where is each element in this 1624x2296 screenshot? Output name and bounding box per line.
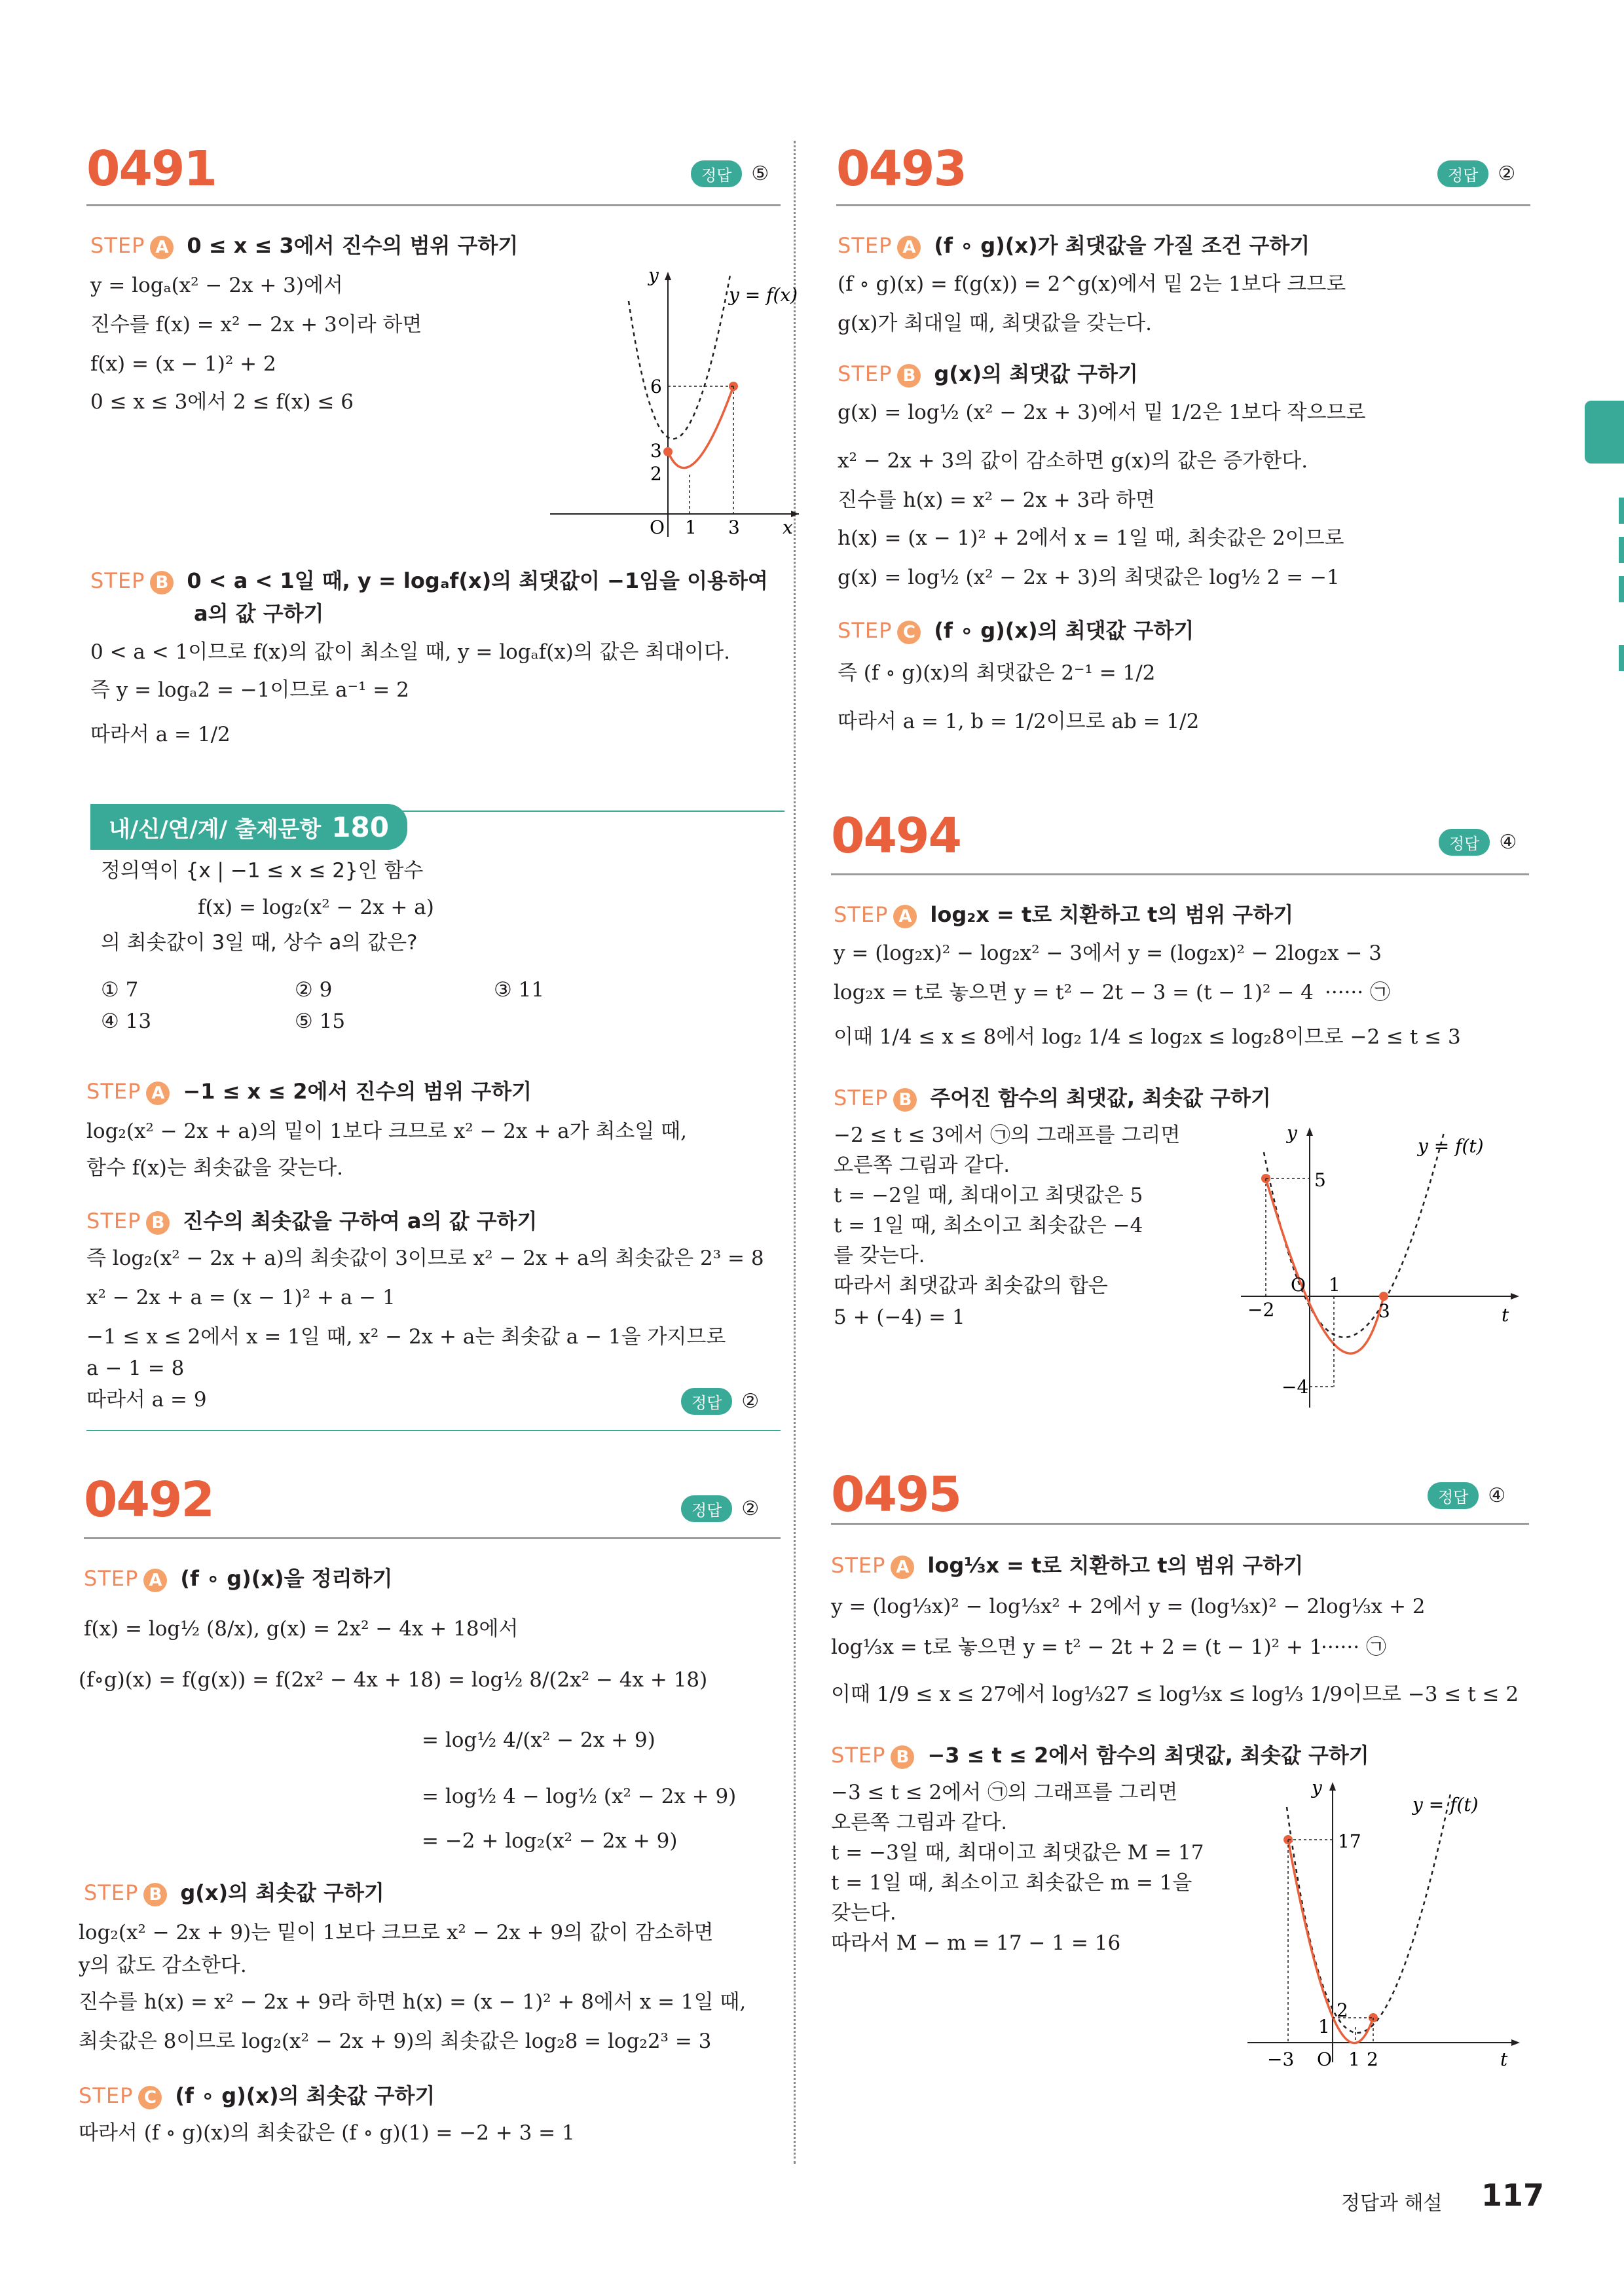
step-letter: A	[891, 1556, 914, 1579]
answer-value: ④	[1499, 831, 1517, 854]
answer-badge: 정답	[691, 160, 742, 187]
solution-line: t = 1일 때, 최소이고 최솟값은 −4	[834, 1214, 1143, 1237]
solution-line: −2 ≤ t ≤ 3에서 ㉠의 그래프를 그리면	[834, 1123, 1181, 1147]
choice: ② 9	[295, 978, 333, 1002]
y-axis-label: y	[648, 264, 659, 286]
solution-line: 5 + (−4) = 1	[834, 1305, 965, 1329]
step-title: (f ∘ g)(x)을 정리하기	[180, 1566, 393, 1591]
y-tick: 5	[1314, 1169, 1326, 1191]
x-tick: 3	[728, 517, 740, 538]
step-tag: STEP	[838, 361, 893, 386]
y-tick: 3	[650, 440, 662, 462]
side-index-mark	[1619, 576, 1624, 602]
solution-line: 최솟값은 8이므로 log₂(x² − 2x + 9)의 최솟값은 log₂8 = log₂2³ = 3	[79, 2030, 712, 2053]
step-heading	[831, 1739, 1369, 1769]
choice: ④ 13	[101, 1010, 152, 1033]
problem-number: 0491	[86, 141, 216, 197]
y-axis-label: y	[1287, 1122, 1297, 1144]
step-heading	[90, 564, 768, 594]
graph-0494	[1221, 1113, 1529, 1421]
step-tag: STEP	[84, 1880, 139, 1905]
step-heading	[834, 898, 1293, 928]
step-heading	[84, 1876, 384, 1906]
dashed-parabola	[1287, 1794, 1450, 2033]
solution-line: 진수를 f(x) = x² − 2x + 3이라 하면	[90, 313, 422, 337]
answer-badge: 정답	[1437, 160, 1488, 187]
solution-line: 즉 (f ∘ g)(x)의 최댓값은 2⁻¹ = 1/2	[838, 661, 1156, 685]
step-letter: A	[897, 236, 921, 259]
step-title: −3 ≤ t ≤ 2에서 함수의 최댓값, 최솟값 구하기	[927, 1743, 1369, 1768]
x-tick: 1	[685, 517, 697, 538]
step-title: (f ∘ g)(x)가 최댓값을 가질 조건 구하기	[934, 233, 1310, 258]
side-index-mark	[1619, 645, 1624, 671]
solution-line: 즉 y = logₐ2 = −1이므로 a⁻¹ = 2	[90, 678, 409, 702]
banner-number: 180	[331, 811, 389, 843]
x-axis-label: t	[1502, 1304, 1509, 1326]
step-title: g(x)의 최솟값 구하기	[180, 1880, 384, 1905]
x-tick: −3	[1267, 2049, 1295, 2070]
step-letter: A	[150, 236, 174, 259]
answer-value: ④	[1488, 1484, 1506, 1507]
step-heading	[79, 2079, 435, 2109]
solution-line: log⅓x = t로 놓으면 y = t² − 2t + 2 = (t − 1)² + 1	[831, 1635, 1323, 1659]
step-tag: STEP	[834, 1085, 889, 1110]
answer-badge: 정답	[1439, 829, 1490, 856]
section-rule	[86, 1430, 781, 1431]
choice: ① 7	[101, 978, 139, 1002]
solution-line: 따라서 a = 1/2	[90, 723, 231, 746]
step-letter: B	[150, 571, 174, 594]
step-tag: STEP	[831, 1553, 886, 1578]
solution-line: 갖는다.	[831, 1901, 896, 1925]
step-letter: B	[897, 364, 921, 388]
solution-line: t = −2일 때, 최대이고 최댓값은 5	[834, 1184, 1143, 1207]
x-axis-label: t	[1500, 2049, 1508, 2070]
answer-value: ②	[741, 1497, 760, 1520]
curve-segment	[1288, 1840, 1373, 2043]
step-tag: STEP	[90, 568, 145, 593]
answer-label	[681, 1388, 759, 1415]
step-tag: STEP	[838, 233, 893, 258]
answer-label	[681, 1495, 759, 1522]
step-title: 주어진 함수의 최댓값, 최솟값 구하기	[930, 1085, 1271, 1110]
solution-line: log₂(x² − 2x + 9)는 밑이 1보다 크므로 x² − 2x + 9의 값이 감소하면	[79, 1921, 714, 1944]
step-letter: A	[893, 905, 917, 928]
step-title: 진수의 최솟값을 구하여 a의 값 구하기	[183, 1209, 538, 1233]
step-title: a의 값 구하기	[194, 601, 324, 626]
solution-line: −1 ≤ x ≤ 2에서 x = 1일 때, x² − 2x + a는 최솟값 a − 1을 가지므로	[86, 1325, 726, 1349]
solution-line: f(x) = (x − 1)² + 2	[90, 352, 276, 376]
solution-line: −3 ≤ t ≤ 2에서 ㉠의 그래프를 그리면	[831, 1781, 1178, 1804]
answer-label	[1437, 160, 1515, 187]
step-title: −1 ≤ x ≤ 2에서 진수의 범위 구하기	[183, 1079, 532, 1104]
solution-line: f(x) = log½ (8/x), g(x) = 2x² − 4x + 18에서	[84, 1617, 519, 1641]
solution-line: x² − 2x + a = (x − 1)² + a − 1	[86, 1286, 396, 1309]
step-letter: B	[893, 1088, 917, 1112]
solution-line: 함수 f(x)는 최솟값을 갖는다.	[86, 1156, 344, 1180]
answer-badge: 정답	[681, 1388, 732, 1415]
step-heading	[86, 1075, 532, 1105]
solution-line: t = −3일 때, 최대이고 최댓값은 M = 17	[831, 1841, 1204, 1865]
origin-label: O	[650, 517, 665, 538]
solution-line: g(x) = log½ (x² − 2x + 3)에서 밑 1/2은 1보다 작으므로	[838, 401, 1366, 424]
step-title: g(x)의 최댓값 구하기	[934, 361, 1138, 386]
y-axis-arrow	[665, 272, 671, 280]
answer-value: ②	[741, 1390, 760, 1413]
solution-line: 따라서 (f ∘ g)(x)의 최솟값은 (f ∘ g)(1) = −2 + 3 = 1	[79, 2121, 575, 2145]
solution-line: log₂(x² − 2x + a)의 밑이 1보다 크므로 x² − 2x + a가 최소일 때,	[86, 1120, 687, 1143]
header-rule	[86, 204, 781, 206]
solution-line: 0 < a < 1이므로 f(x)의 값이 최소일 때, y = logₐf(x)의 값은 최대이다.	[90, 640, 730, 664]
answer-label	[691, 160, 769, 187]
solution-line: a − 1 = 8	[86, 1357, 185, 1380]
solution-line: 따라서 a = 1, b = 1/2이므로 ab = 1/2	[838, 710, 1200, 733]
step-tag: STEP	[838, 618, 893, 643]
dashed-parabola	[1264, 1133, 1444, 1338]
step-letter: C	[897, 621, 921, 644]
solution-line: 진수를 h(x) = x² − 2x + 3라 하면	[838, 488, 1155, 512]
equation-mark: ······ ㉠	[1325, 981, 1390, 1004]
solution-line: 0 ≤ x ≤ 3에서 2 ≤ f(x) ≤ 6	[90, 390, 354, 414]
answer-value: ⑤	[751, 162, 769, 185]
answer-label	[1439, 829, 1517, 856]
function-label: y = f(x)	[729, 284, 798, 306]
solution-line: x² − 2x + 3의 값이 감소하면 g(x)의 값은 증가한다.	[838, 449, 1308, 473]
y-axis-arrow	[1329, 1782, 1336, 1791]
graph-0495	[1234, 1768, 1529, 2082]
curve-segment	[1266, 1178, 1384, 1353]
question-line: 정의역이 {x | −1 ≤ x ≤ 2}인 함수	[101, 859, 424, 883]
x-axis-label: x	[783, 517, 793, 538]
origin-label: O	[1317, 2049, 1332, 2070]
step-tag: STEP	[79, 2083, 134, 2108]
step-heading	[838, 229, 1310, 259]
step-title: 0 < a < 1일 때, y = logₐf(x)의 최댓값이 −1임을 이용하여	[187, 568, 768, 593]
problem-number: 0493	[836, 141, 966, 197]
equation-mark: ······ ㉠	[1321, 1635, 1386, 1659]
solution-line: 따라서 a = 9	[86, 1388, 207, 1412]
y-axis-arrow	[1306, 1127, 1313, 1136]
step-letter: C	[138, 2086, 162, 2109]
solution-line: y의 값도 감소한다.	[79, 1954, 247, 1977]
problem-number: 0495	[831, 1467, 961, 1523]
step-letter: B	[891, 1745, 914, 1769]
x-axis-arrow	[1511, 2039, 1520, 2046]
y-axis-label: y	[1312, 1777, 1322, 1798]
header-rule	[831, 873, 1529, 875]
x-tick: 1	[1329, 1274, 1340, 1296]
question-line: 의 최솟값이 3일 때, 상수 a의 값은?	[101, 931, 418, 955]
solution-line: 즉 log₂(x² − 2x + a)의 최솟값이 3이므로 x² − 2x + a의 최솟값은 2³ = 8	[86, 1247, 764, 1270]
solution-line: 이때 1/4 ≤ x ≤ 8에서 log₂ 1/4 ≤ log₂x ≤ log₂8이므로 −2 ≤ t ≤ 3	[834, 1025, 1461, 1049]
solution-line: log₂x = t로 놓으면 y = t² − 2t − 3 = (t − 1)² − 4	[834, 981, 1314, 1004]
solution-line: 진수를 h(x) = x² − 2x + 9라 하면 h(x) = (x − 1)² + 8에서 x = 1일 때,	[79, 1990, 747, 2014]
step-tag: STEP	[86, 1079, 141, 1104]
y-tick: 17	[1338, 1831, 1361, 1852]
solution-line: g(x) = log½ (x² − 2x + 3)의 최댓값은 log½ 2 = −1	[838, 566, 1340, 589]
x-tick: 3	[1378, 1300, 1390, 1322]
step-letter: B	[143, 1883, 167, 1906]
side-index-mark	[1619, 498, 1624, 524]
x-tick: 2	[1367, 2049, 1378, 2070]
x-tick: −2	[1247, 1299, 1275, 1321]
solution-line: h(x) = (x − 1)² + 2에서 x = 1일 때, 최솟값은 2이므로	[838, 526, 1344, 550]
step-heading	[838, 614, 1194, 644]
step-heading	[831, 1549, 1303, 1579]
solution-line: y = (log⅓x)² − log⅓x² + 2에서 y = (log⅓x)² − 2log⅓x + 2	[831, 1595, 1426, 1618]
solution-line: y = logₐ(x² − 2x + 3)에서	[90, 274, 343, 297]
solution-line: = log½ 4/(x² − 2x + 9)	[422, 1728, 655, 1752]
step-heading	[86, 1205, 537, 1235]
dashed-parabola	[629, 275, 730, 439]
solution-line: 이때 1/9 ≤ x ≤ 27에서 log⅓27 ≤ log⅓x ≤ log⅓ 1/9이므로 −3 ≤ t ≤ 2	[831, 1683, 1519, 1706]
step-heading	[834, 1082, 1271, 1112]
endpoint	[663, 447, 673, 456]
function-label: y = f(t)	[1418, 1135, 1484, 1157]
solution-line: g(x)가 최대일 때, 최댓값을 갖는다.	[838, 312, 1152, 335]
function-label: y = f(t)	[1412, 1794, 1479, 1815]
problem-number: 0492	[84, 1472, 213, 1528]
solution-line: 따라서 최댓값과 최솟값의 합은	[834, 1274, 1108, 1298]
step-tag: STEP	[86, 1209, 141, 1233]
step-letter: A	[146, 1082, 170, 1105]
step-tag: STEP	[834, 902, 889, 927]
step-letter: B	[146, 1211, 170, 1235]
endpoint	[1379, 1292, 1388, 1301]
step-title: (f ∘ g)(x)의 최솟값 구하기	[175, 2083, 435, 2108]
solution-line: t = 1일 때, 최소이고 최솟값은 m = 1을	[831, 1871, 1192, 1895]
y-tick: −4	[1282, 1376, 1309, 1398]
banner-rule	[90, 811, 784, 812]
step-title: 0 ≤ x ≤ 3에서 진수의 범위 구하기	[187, 233, 519, 258]
step-heading	[838, 357, 1138, 388]
solution-line: 따라서 M − m = 17 − 1 = 16	[831, 1931, 1121, 1955]
step-tag: STEP	[84, 1566, 139, 1591]
chapter-side-tab	[1585, 401, 1624, 464]
header-rule	[84, 1537, 781, 1539]
solution-line: (f∘g)(x) = f(g(x)) = f(2x² − 4x + 18) = log½ 8/(2x² − 4x + 18)	[79, 1668, 708, 1692]
choice: ③ 11	[494, 978, 545, 1002]
y-tick: 2	[1337, 1999, 1348, 2021]
choice: ⑤ 15	[295, 1010, 346, 1033]
step-title: log₂x = t로 치환하고 t의 범위 구하기	[930, 902, 1294, 927]
solution-line: y = (log₂x)² − log₂x² − 3에서 y = (log₂x)² − 2log₂x − 3	[834, 941, 1382, 965]
step-heading	[84, 1562, 392, 1592]
origin-label: O	[1291, 1274, 1306, 1296]
solution-line: (f ∘ g)(x) = f(g(x)) = 2^g(x)에서 밑 2는 1보다 크므로	[838, 272, 1346, 296]
step-heading-cont	[194, 597, 323, 627]
graph-0491	[530, 262, 805, 550]
answer-badge: 정답	[1428, 1482, 1479, 1509]
x-axis-arrow	[1511, 1293, 1519, 1300]
y-tick: 2	[650, 463, 662, 484]
footer-label: 정답과 해설	[1341, 2192, 1443, 2215]
step-tag: STEP	[831, 1743, 886, 1768]
solution-line: 오른쪽 그림과 같다.	[834, 1154, 1010, 1177]
step-title: log⅓x = t로 치환하고 t의 범위 구하기	[927, 1553, 1304, 1578]
question-line: f(x) = log₂(x² − 2x + a)	[198, 896, 434, 919]
banner-text: 내/신/연/계/ 출제문항	[109, 816, 322, 843]
side-index-mark	[1619, 537, 1624, 563]
solution-line: = log½ 4 − log½ (x² − 2x + 9)	[422, 1785, 737, 1808]
solution-line: 오른쪽 그림과 같다.	[831, 1811, 1008, 1834]
y-tick: 6	[650, 376, 662, 397]
step-heading	[90, 229, 518, 259]
solution-line: 를 갖는다.	[834, 1244, 925, 1267]
solution-line: = −2 + log₂(x² − 2x + 9)	[422, 1829, 678, 1853]
x-tick: 1	[1348, 2049, 1360, 2070]
step-tag: STEP	[90, 233, 145, 258]
answer-badge: 정답	[681, 1495, 732, 1522]
page-number: 117	[1481, 2178, 1545, 2213]
header-rule	[831, 1523, 1529, 1525]
step-letter: A	[143, 1569, 167, 1592]
y-tick: 1	[1318, 2016, 1330, 2037]
answer-label	[1428, 1482, 1505, 1509]
header-rule	[836, 204, 1530, 206]
problem-number: 0494	[831, 808, 961, 864]
answer-value: ②	[1498, 162, 1516, 185]
step-title: (f ∘ g)(x)의 최댓값 구하기	[934, 618, 1194, 643]
